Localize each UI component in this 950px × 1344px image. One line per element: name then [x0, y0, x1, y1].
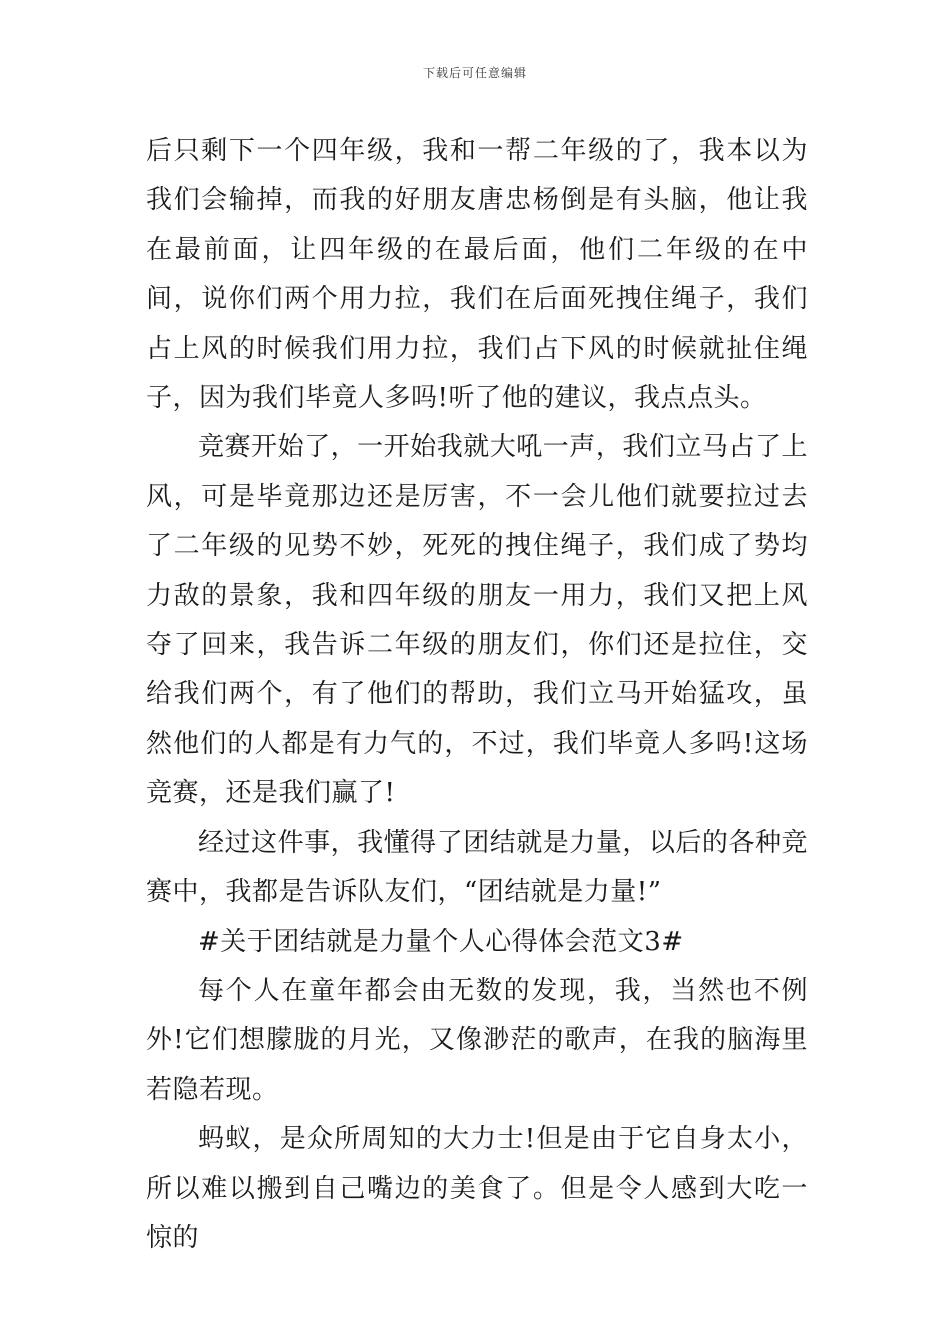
paragraph-lesson: 经过这件事，我懂得了团结就是力量，以后的各种竞赛中，我都是告诉队友们，“团结就是力量!” — [146, 827, 808, 908]
paragraph-continuation: 后只剩下一个四年级，我和一帮二年级的了，我本以为我们会输掉，而我的好朋友唐忠杨倒是有头脑，他让我在最前面，让四年级的在最后面，他们二年级的在中间，说你们两个用力拉，我们在后面死拽住绳子，我们占上风的时候我们用力拉，我们占下风的时候就扯住绳子，因为我们毕竟人多吗!听了他的建议，我点点头。 — [146, 136, 808, 414]
document-body — [146, 127, 808, 1263]
paragraph-ants: 蚂蚁，是众所周知的大力士!但是由于它自身太小，所以难以搬到自己嘴边的美食了。但是令人感到大吃一惊的 — [146, 1124, 808, 1253]
section-heading: #关于团结就是力量个人心得体会范文3# — [198, 926, 684, 957]
paragraph-competition: 竞赛开始了，一开始我就大吼一声，我们立马占了上风，可是毕竟那边还是厉害，不一会儿他们就要拉过去了二年级的见势不妙，死死的拽住绳子，我们成了势均力敌的景象，我和四年级的朋友一用力，我们又把上风夺了回来，我告诉二年级的朋友们，你们还是拉住，交给我们两个，有了他们的帮助，我们立马开始猛攻，虽然他们的人都是有力气的，不过，我们毕竟人多吗!这场竞赛，还是我们赢了! — [146, 432, 808, 809]
paragraph-childhood: 每个人在童年都会由无数的发现，我，当然也不例外!它们想朦胧的月光，又像渺茫的歌声，在我的脑海里若隐若现。 — [146, 975, 808, 1105]
page-header: 下载后可任意编辑 — [422, 66, 527, 80]
